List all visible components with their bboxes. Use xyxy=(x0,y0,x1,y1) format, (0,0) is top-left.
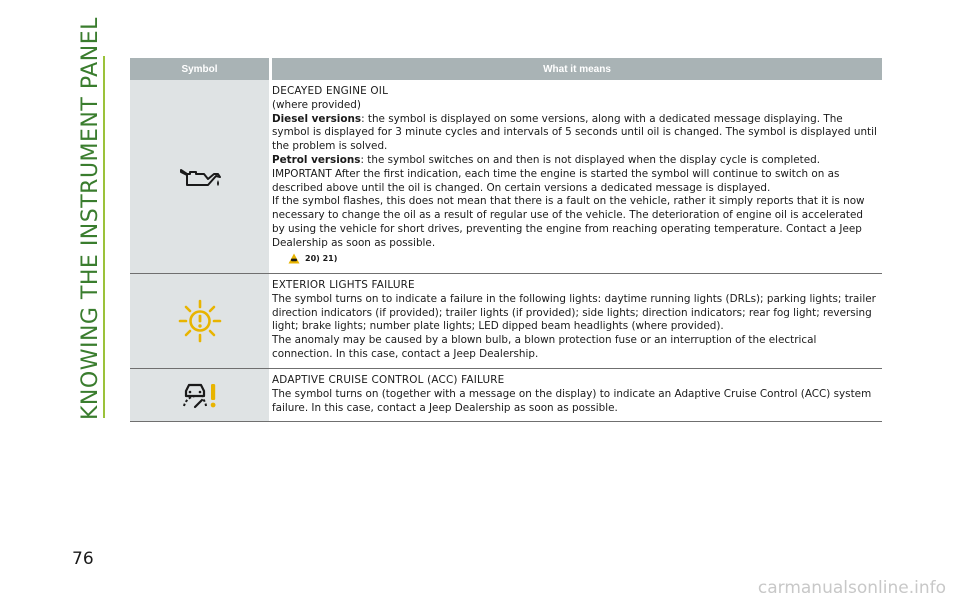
description-paragraph: The symbol turns on (together with a message on the display) to indicate an Adaptive Cruise Control (ACC) system failure. In this case, contact a Jeep Dealership as soon as possible. xyxy=(272,387,872,414)
availability-note: (where provided) xyxy=(272,98,361,111)
watermark: carmanualsonline.info xyxy=(757,578,946,598)
acc-failure-icon xyxy=(180,381,220,409)
warning-title: EXTERIOR LIGHTS FAILURE xyxy=(272,279,415,291)
exterior-light-failure-icon xyxy=(178,299,222,343)
page-number: 76 xyxy=(72,549,94,569)
meaning-cell xyxy=(272,369,882,421)
diesel-label: Diesel versions xyxy=(272,112,362,125)
oil-can-icon xyxy=(178,165,222,189)
section-title-vertical: KNOWING THE INSTRUMENT PANEL xyxy=(78,17,103,420)
table-header xyxy=(130,58,882,80)
meaning-cell xyxy=(272,80,882,273)
important-paragraph: IMPORTANT After the first indication, each time the engine is started the symbol will continue to switch on as described above until the oil is changed. On certain versions a dedicated message is displayed. xyxy=(272,167,840,194)
reference-notes xyxy=(272,252,878,266)
symbol-table xyxy=(130,58,882,422)
diesel-text: : the symbol is displayed on some versions, along with a dedicated message displaying. The symbol is displayed for 3 minute cycles and intervals of 5 seconds until oil is changed. The symbol is displayed until the problem is solved. xyxy=(272,112,877,153)
symbol-cell xyxy=(130,80,269,273)
section-rule xyxy=(103,56,105,418)
table-row xyxy=(130,369,882,422)
table-row xyxy=(130,80,882,274)
petrol-label: Petrol versions xyxy=(272,153,361,166)
symbol-cell xyxy=(130,369,269,421)
header-symbol: Symbol xyxy=(130,58,269,80)
petrol-text: : the symbol switches on and then is not displayed when the display cycle is completed. xyxy=(360,153,821,166)
meaning-cell xyxy=(272,274,882,368)
table-row xyxy=(130,274,882,369)
petrol-paragraph xyxy=(272,154,878,168)
flashes-paragraph: If the symbol flashes, this does not mean that there is a fault on the vehicle, rather it simply reports that it is now necessary to change the oil as a result of regular use of the vehicle. The deterioration of engine oil is accelerated by using the vehicle for short drives, preventing the engine from reaching operating temperature. Contact a Jeep Dealership as soon as possible. xyxy=(272,195,865,249)
description-paragraph: The anomaly may be caused by a blown bulb, a blown protection fuse or an interruption of the electrical connection. In this case, contact a Jeep Dealership. xyxy=(272,334,817,360)
symbol-cell xyxy=(130,274,269,368)
warning-title: ADAPTIVE CRUISE CONTROL (ACC) FAILURE xyxy=(272,374,505,386)
reference-numbers: 20) 21) xyxy=(305,253,338,263)
header-meaning: What it means xyxy=(272,58,882,80)
warning-triangle-icon xyxy=(288,253,300,264)
warning-title: DECAYED ENGINE OIL xyxy=(272,85,389,97)
description-paragraph: The symbol turns on to indicate a failure in the following lights: daytime running lights (DRLs); parking lights; trailer direction indicators (if provided); trailer lights (if provided); side lights; direction indicators; rear fog light; reversing light; brake lights; number plate lights; LED dipped beam headlights (where provided). xyxy=(272,292,876,333)
diesel-paragraph xyxy=(272,113,878,154)
